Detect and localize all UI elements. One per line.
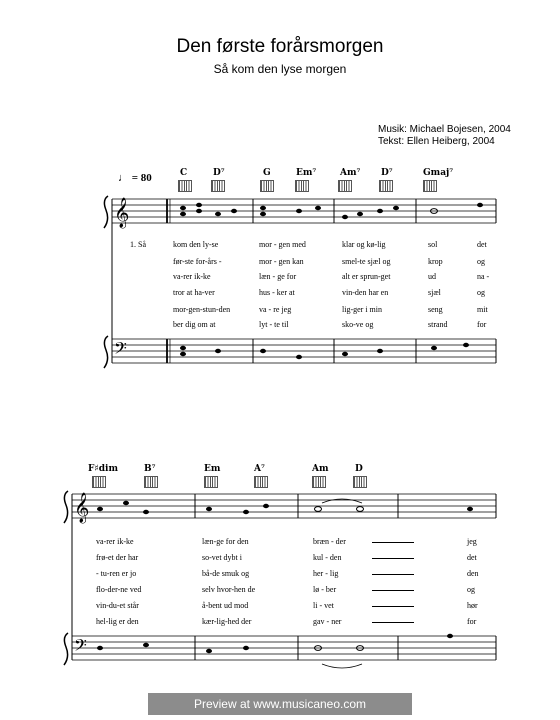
- treble-clef-icon: 𝄞: [114, 198, 130, 228]
- lyric-segment: det: [467, 553, 477, 562]
- chord-symbol: D: [355, 464, 363, 474]
- verse-label: 1. Så: [130, 240, 146, 249]
- text-credit: Tekst: Ellen Heiberg, 2004: [378, 136, 495, 147]
- lyric-segment: hel-lig er den: [96, 617, 139, 626]
- lyric-segment: frø-et der har: [96, 553, 139, 562]
- lyric-segment: mit: [477, 305, 488, 314]
- lyric-segment: seng: [428, 305, 443, 314]
- lyric-segment: gav - ner: [313, 617, 342, 626]
- lyric-segment: her - lig: [313, 569, 339, 578]
- lyric-segment: mor - gen kan: [259, 257, 304, 266]
- lyric-segment: for: [467, 617, 477, 626]
- lyric-segment: den: [467, 569, 479, 578]
- lyric-segment: læn-ge for den: [202, 537, 249, 546]
- lyric-segment: flo-der-ne ved: [96, 585, 142, 594]
- chord-symbol: Am⁷: [340, 168, 361, 178]
- lyric-segment: vin-den har en: [342, 288, 389, 297]
- lyric-segment: mor - gen med: [259, 240, 306, 249]
- lyric-segment: læn - ge for: [259, 272, 297, 281]
- staff-lines: [72, 199, 496, 660]
- chord-symbol: D⁷: [213, 168, 225, 178]
- lyric-segment: ud: [428, 272, 436, 281]
- lyric-segment: - tu-ren er jo: [96, 569, 137, 578]
- lyric-segment: va-rer ik-ke: [96, 537, 134, 546]
- chord-symbol: Gmaj⁷: [423, 168, 454, 178]
- lyric-segment: kær-lig-hed der: [202, 617, 252, 626]
- lyric-segment: krop: [428, 257, 443, 266]
- brace-icon: [64, 491, 68, 665]
- lyric-segment: ber dig om at: [173, 320, 216, 329]
- lyric-segment: og: [477, 257, 485, 266]
- barlines: [72, 199, 496, 660]
- lyric-segment: klar og kø-lig: [342, 240, 386, 249]
- lyric-segment: selv hvor-hen de: [202, 585, 256, 594]
- lyric-segment: so-vet dybt i: [202, 553, 242, 562]
- tie-icon: [322, 499, 362, 668]
- lyric-segment: smel-te sjæl og: [342, 257, 391, 266]
- lyric-segment: for: [477, 320, 487, 329]
- bass-clef-icon: 𝄢: [74, 635, 87, 659]
- chord-symbol: F♯dim: [88, 464, 118, 474]
- lyric-segment: sko-ve og: [342, 320, 374, 329]
- bass-clef-icon: 𝄢: [114, 338, 127, 362]
- song-title: Den første forårsmorgen: [176, 36, 384, 57]
- tempo-marking: ♩ = 80: [118, 172, 152, 184]
- preview-banner[interactable]: Preview at www.musicaneo.com: [148, 693, 412, 715]
- lyric-segment: å-bent ud mod: [202, 601, 249, 610]
- lyric-segment: sjæl: [428, 288, 441, 297]
- song-subtitle: Så kom den lyse morgen: [213, 62, 347, 76]
- notes: [97, 203, 483, 653]
- lyric-segment: lø - ber: [313, 585, 337, 594]
- lyric-segment: sol: [428, 240, 438, 249]
- chord-symbol: B⁷: [144, 464, 156, 474]
- chord-symbol: Em⁷: [296, 168, 317, 178]
- lyric-segment: før-ste for-års -: [173, 257, 222, 266]
- chord-symbol: D⁷: [381, 168, 393, 178]
- lyric-segment: tror at ha-ver: [173, 288, 215, 297]
- treble-clef-icon: 𝄞: [74, 493, 90, 523]
- lyric-segment: alt er sprun-get: [342, 272, 391, 281]
- lyric-segment: bå-de smuk og: [202, 569, 250, 578]
- chord-symbol: G: [263, 168, 271, 178]
- lyric-segment: strand: [428, 320, 448, 329]
- chord-symbol: Em: [204, 464, 221, 474]
- chord-symbol: A⁷: [254, 464, 265, 474]
- lyric-segment: na -: [477, 272, 490, 281]
- lyric-segment: jeg: [467, 537, 477, 546]
- brace-icon: [104, 196, 108, 368]
- lyric-segment: lig-ger i min: [342, 305, 382, 314]
- lyric-segment: mor-gen-stun-den: [173, 305, 231, 314]
- lyric-segment: hør: [467, 601, 478, 610]
- lyric-segment: li - vet: [313, 601, 334, 610]
- lyric-segment: og: [477, 288, 485, 297]
- music-credit: Musik: Michael Bojesen, 2004: [378, 124, 511, 135]
- chord-symbol: Am: [312, 464, 329, 474]
- chord-symbol: C: [180, 168, 188, 178]
- lyric-segment: va-rer ik-ke: [173, 272, 211, 281]
- lyric-segment: kul - den: [313, 553, 342, 562]
- lyric-segment: hus - ker at: [259, 288, 295, 297]
- lyric-segment: lyt - te til: [259, 320, 289, 329]
- lyric-segment: og: [467, 585, 475, 594]
- lyric-segment: det: [477, 240, 487, 249]
- lyric-segment: bræn - der: [313, 537, 346, 546]
- lyric-segment: va - re jeg: [259, 305, 292, 314]
- lyric-segment: kom den ly-se: [173, 240, 219, 249]
- lyric-segment: vin-du-et står: [96, 601, 139, 610]
